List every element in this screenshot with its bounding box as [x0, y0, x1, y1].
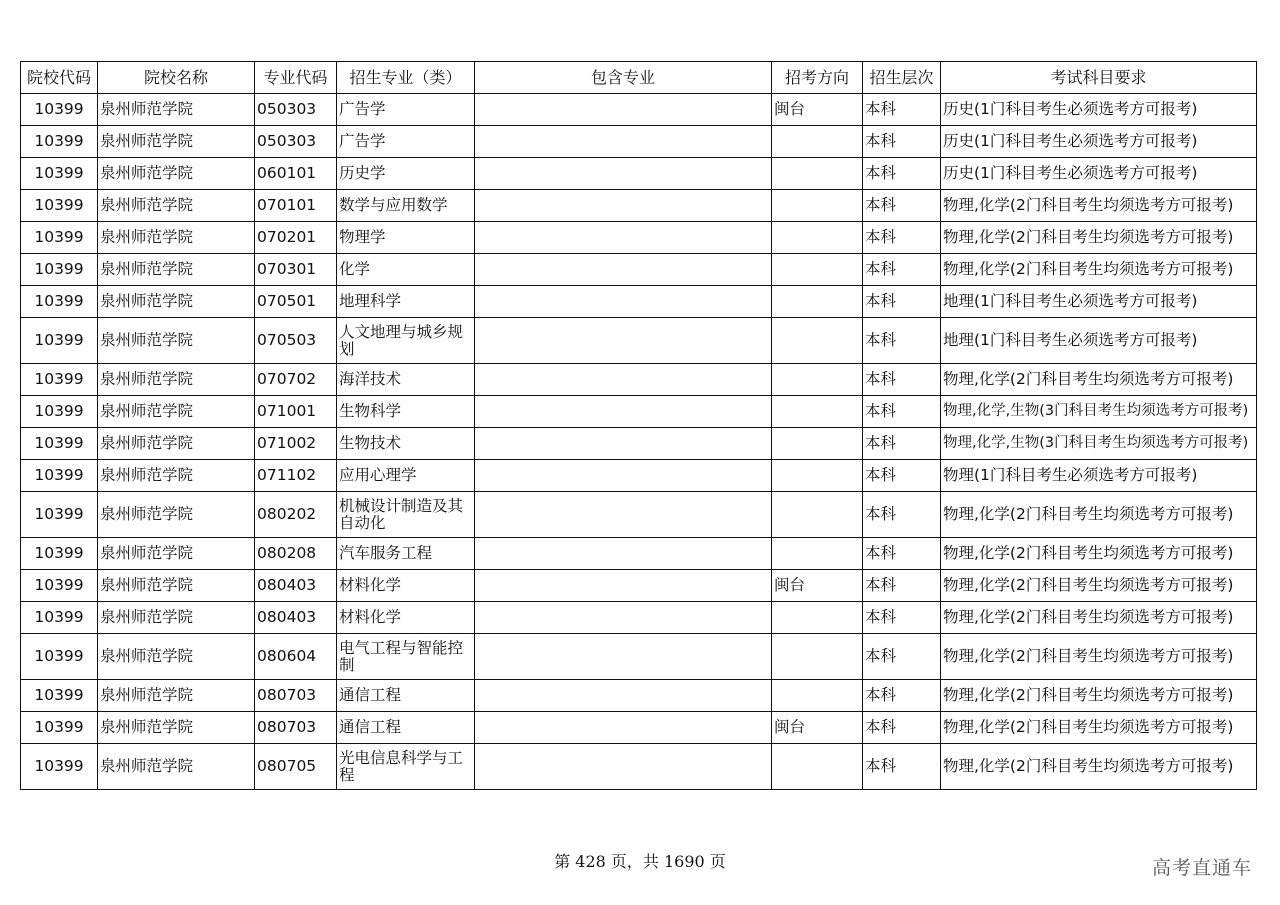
- cell-subject-requirements: 物理,化学(2门科目考生均须选考方可报考): [941, 190, 1257, 222]
- cell-school-code: 10399: [21, 428, 98, 460]
- cell-school-code: 10399: [21, 126, 98, 158]
- cell-subject-requirements: 物理,化学(2门科目考生均须选考方可报考): [941, 538, 1257, 570]
- cell-school-name: 泉州师范学院: [98, 364, 255, 396]
- cell-included-majors: [475, 744, 772, 790]
- cell-major-code: 070301: [255, 254, 337, 286]
- cell-level: 本科: [863, 318, 941, 364]
- cell-major-code: 080705: [255, 744, 337, 790]
- header-major-code: 专业代码: [255, 62, 337, 94]
- cell-direction: 闽台: [772, 570, 863, 602]
- cell-school-code: 10399: [21, 538, 98, 570]
- cell-major-code: 050303: [255, 126, 337, 158]
- cell-subject-requirements: 历史(1门科目考生必须选考方可报考): [941, 126, 1257, 158]
- cell-major-code: 080403: [255, 602, 337, 634]
- cell-included-majors: [475, 158, 772, 190]
- cell-level: 本科: [863, 364, 941, 396]
- table-row: [21, 570, 1257, 602]
- header-major: 招生专业（类）: [337, 62, 475, 94]
- cell-school-name: 泉州师范学院: [98, 318, 255, 364]
- cell-school-code: 10399: [21, 286, 98, 318]
- cell-level: 本科: [863, 428, 941, 460]
- cell-included-majors: [475, 460, 772, 492]
- table-row: [21, 460, 1257, 492]
- cell-major: 化学: [337, 254, 475, 286]
- cell-included-majors: [475, 492, 772, 538]
- cell-subject-requirements: 物理,化学(2门科目考生均须选考方可报考): [941, 602, 1257, 634]
- cell-direction: [772, 492, 863, 538]
- cell-included-majors: [475, 538, 772, 570]
- header-school-name: 院校名称: [98, 62, 255, 94]
- cell-major: 材料化学: [337, 602, 475, 634]
- cell-school-code: 10399: [21, 492, 98, 538]
- cell-level: 本科: [863, 492, 941, 538]
- cell-subject-requirements: 历史(1门科目考生必须选考方可报考): [941, 158, 1257, 190]
- cell-direction: [772, 286, 863, 318]
- cell-major-code: 071001: [255, 396, 337, 428]
- cell-school-name: 泉州师范学院: [98, 634, 255, 680]
- cell-subject-requirements: 物理,化学,生物(3门科目考生均须选考方可报考): [941, 428, 1257, 460]
- cell-direction: [772, 602, 863, 634]
- cell-major: 应用心理学: [337, 460, 475, 492]
- cell-major: 生物技术: [337, 428, 475, 460]
- header-level: 招生层次: [863, 62, 941, 94]
- cell-level: 本科: [863, 158, 941, 190]
- cell-major: 光电信息科学与工程: [337, 744, 475, 790]
- cell-included-majors: [475, 680, 772, 712]
- cell-school-name: 泉州师范学院: [98, 570, 255, 602]
- cell-major: 机械设计制造及其自动化: [337, 492, 475, 538]
- cell-included-majors: [475, 364, 772, 396]
- cell-subject-requirements: 地理(1门科目考生必须选考方可报考): [941, 286, 1257, 318]
- cell-major: 汽车服务工程: [337, 538, 475, 570]
- header-subject-requirements: 考试科目要求: [941, 62, 1257, 94]
- header-included-majors: 包含专业: [475, 62, 772, 94]
- cell-school-name: 泉州师范学院: [98, 602, 255, 634]
- cell-level: 本科: [863, 126, 941, 158]
- table-row: [21, 364, 1257, 396]
- table-row: [21, 190, 1257, 222]
- cell-subject-requirements: 物理,化学(2门科目考生均须选考方可报考): [941, 222, 1257, 254]
- cell-school-code: 10399: [21, 254, 98, 286]
- cell-major: 通信工程: [337, 712, 475, 744]
- cell-major-code: 071102: [255, 460, 337, 492]
- cell-direction: [772, 460, 863, 492]
- cell-school-name: 泉州师范学院: [98, 286, 255, 318]
- table-row: [21, 396, 1257, 428]
- cell-major-code: 080202: [255, 492, 337, 538]
- cell-direction: 闽台: [772, 712, 863, 744]
- cell-major: 广告学: [337, 94, 475, 126]
- cell-school-name: 泉州师范学院: [98, 538, 255, 570]
- table-row: [21, 538, 1257, 570]
- table-row: [21, 158, 1257, 190]
- cell-major-code: 070702: [255, 364, 337, 396]
- table-row: [21, 126, 1257, 158]
- cell-major-code: 070101: [255, 190, 337, 222]
- table-row: [21, 318, 1257, 364]
- cell-school-code: 10399: [21, 634, 98, 680]
- table-row: [21, 222, 1257, 254]
- cell-included-majors: [475, 396, 772, 428]
- cell-direction: [772, 634, 863, 680]
- cell-school-code: 10399: [21, 680, 98, 712]
- cell-subject-requirements: 物理(1门科目考生必须选考方可报考): [941, 460, 1257, 492]
- cell-major: 历史学: [337, 158, 475, 190]
- cell-school-name: 泉州师范学院: [98, 744, 255, 790]
- cell-direction: [772, 364, 863, 396]
- cell-subject-requirements: 物理,化学(2门科目考生均须选考方可报考): [941, 744, 1257, 790]
- cell-subject-requirements: 物理,化学(2门科目考生均须选考方可报考): [941, 570, 1257, 602]
- cell-level: 本科: [863, 538, 941, 570]
- cell-included-majors: [475, 634, 772, 680]
- cell-subject-requirements: 物理,化学,生物(3门科目考生均须选考方可报考): [941, 396, 1257, 428]
- cell-major-code: 071002: [255, 428, 337, 460]
- table-body: [21, 94, 1257, 790]
- cell-school-code: 10399: [21, 744, 98, 790]
- cell-school-code: 10399: [21, 158, 98, 190]
- cell-level: 本科: [863, 396, 941, 428]
- cell-major-code: 080403: [255, 570, 337, 602]
- cell-school-code: 10399: [21, 602, 98, 634]
- cell-included-majors: [475, 570, 772, 602]
- cell-direction: [772, 318, 863, 364]
- cell-school-name: 泉州师范学院: [98, 428, 255, 460]
- header-school-code: 院校代码: [21, 62, 98, 94]
- cell-major: 数学与应用数学: [337, 190, 475, 222]
- cell-level: 本科: [863, 570, 941, 602]
- cell-direction: [772, 744, 863, 790]
- table-row: [21, 286, 1257, 318]
- cell-major: 地理科学: [337, 286, 475, 318]
- cell-subject-requirements: 历史(1门科目考生必须选考方可报考): [941, 94, 1257, 126]
- table-row: [21, 712, 1257, 744]
- cell-direction: [772, 396, 863, 428]
- cell-school-name: 泉州师范学院: [98, 254, 255, 286]
- cell-direction: [772, 254, 863, 286]
- cell-level: 本科: [863, 680, 941, 712]
- cell-school-code: 10399: [21, 364, 98, 396]
- cell-major: 生物科学: [337, 396, 475, 428]
- cell-subject-requirements: 物理,化学(2门科目考生均须选考方可报考): [941, 712, 1257, 744]
- header-row: [21, 62, 1257, 94]
- cell-school-name: 泉州师范学院: [98, 680, 255, 712]
- cell-level: 本科: [863, 254, 941, 286]
- cell-level: 本科: [863, 602, 941, 634]
- cell-school-name: 泉州师范学院: [98, 396, 255, 428]
- cell-direction: [772, 222, 863, 254]
- cell-level: 本科: [863, 190, 941, 222]
- cell-school-name: 泉州师范学院: [98, 158, 255, 190]
- cell-included-majors: [475, 428, 772, 460]
- cell-major: 物理学: [337, 222, 475, 254]
- cell-school-name: 泉州师范学院: [98, 94, 255, 126]
- header-direction: 招考方向: [772, 62, 863, 94]
- table-row: [21, 744, 1257, 790]
- watermark: 高考直通车: [1151, 857, 1252, 879]
- cell-school-code: 10399: [21, 570, 98, 602]
- cell-school-name: 泉州师范学院: [98, 222, 255, 254]
- cell-level: 本科: [863, 744, 941, 790]
- cell-direction: [772, 158, 863, 190]
- cell-level: 本科: [863, 94, 941, 126]
- admissions-table: [20, 61, 1257, 790]
- cell-level: 本科: [863, 222, 941, 254]
- cell-subject-requirements: 物理,化学(2门科目考生均须选考方可报考): [941, 634, 1257, 680]
- cell-school-code: 10399: [21, 460, 98, 492]
- cell-direction: [772, 680, 863, 712]
- cell-included-majors: [475, 712, 772, 744]
- cell-included-majors: [475, 602, 772, 634]
- cell-school-name: 泉州师范学院: [98, 492, 255, 538]
- table-row: [21, 492, 1257, 538]
- cell-direction: [772, 126, 863, 158]
- cell-direction: [772, 538, 863, 570]
- cell-school-code: 10399: [21, 222, 98, 254]
- cell-school-code: 10399: [21, 712, 98, 744]
- cell-major: 材料化学: [337, 570, 475, 602]
- cell-direction: [772, 428, 863, 460]
- cell-school-name: 泉州师范学院: [98, 712, 255, 744]
- table-row: [21, 680, 1257, 712]
- cell-level: 本科: [863, 634, 941, 680]
- cell-direction: 闽台: [772, 94, 863, 126]
- cell-major-code: 080604: [255, 634, 337, 680]
- cell-school-code: 10399: [21, 318, 98, 364]
- cell-school-name: 泉州师范学院: [98, 126, 255, 158]
- cell-subject-requirements: 地理(1门科目考生必须选考方可报考): [941, 318, 1257, 364]
- cell-major-code: 070501: [255, 286, 337, 318]
- cell-major: 广告学: [337, 126, 475, 158]
- cell-major: 海洋技术: [337, 364, 475, 396]
- cell-included-majors: [475, 222, 772, 254]
- cell-included-majors: [475, 126, 772, 158]
- cell-school-code: 10399: [21, 94, 98, 126]
- table-row: [21, 634, 1257, 680]
- table-row: [21, 254, 1257, 286]
- table-row: [21, 602, 1257, 634]
- cell-major-code: 080703: [255, 712, 337, 744]
- cell-major: 通信工程: [337, 680, 475, 712]
- cell-level: 本科: [863, 286, 941, 318]
- cell-direction: [772, 190, 863, 222]
- cell-school-name: 泉州师范学院: [98, 460, 255, 492]
- cell-major-code: 060101: [255, 158, 337, 190]
- cell-included-majors: [475, 254, 772, 286]
- cell-major-code: 050303: [255, 94, 337, 126]
- cell-subject-requirements: 物理,化学(2门科目考生均须选考方可报考): [941, 364, 1257, 396]
- page-number: 第 428 页，共 1690 页: [554, 852, 726, 871]
- table-row: [21, 428, 1257, 460]
- cell-level: 本科: [863, 712, 941, 744]
- cell-major: 电气工程与智能控制: [337, 634, 475, 680]
- cell-included-majors: [475, 190, 772, 222]
- cell-subject-requirements: 物理,化学(2门科目考生均须选考方可报考): [941, 254, 1257, 286]
- cell-included-majors: [475, 318, 772, 364]
- cell-major-code: 070503: [255, 318, 337, 364]
- cell-major-code: 080703: [255, 680, 337, 712]
- cell-major-code: 080208: [255, 538, 337, 570]
- cell-level: 本科: [863, 460, 941, 492]
- cell-subject-requirements: 物理,化学(2门科目考生均须选考方可报考): [941, 680, 1257, 712]
- cell-major-code: 070201: [255, 222, 337, 254]
- table-row: [21, 94, 1257, 126]
- cell-included-majors: [475, 94, 772, 126]
- cell-subject-requirements: 物理,化学(2门科目考生均须选考方可报考): [941, 492, 1257, 538]
- cell-school-code: 10399: [21, 396, 98, 428]
- cell-school-code: 10399: [21, 190, 98, 222]
- cell-major: 人文地理与城乡规划: [337, 318, 475, 364]
- cell-included-majors: [475, 286, 772, 318]
- cell-school-name: 泉州师范学院: [98, 190, 255, 222]
